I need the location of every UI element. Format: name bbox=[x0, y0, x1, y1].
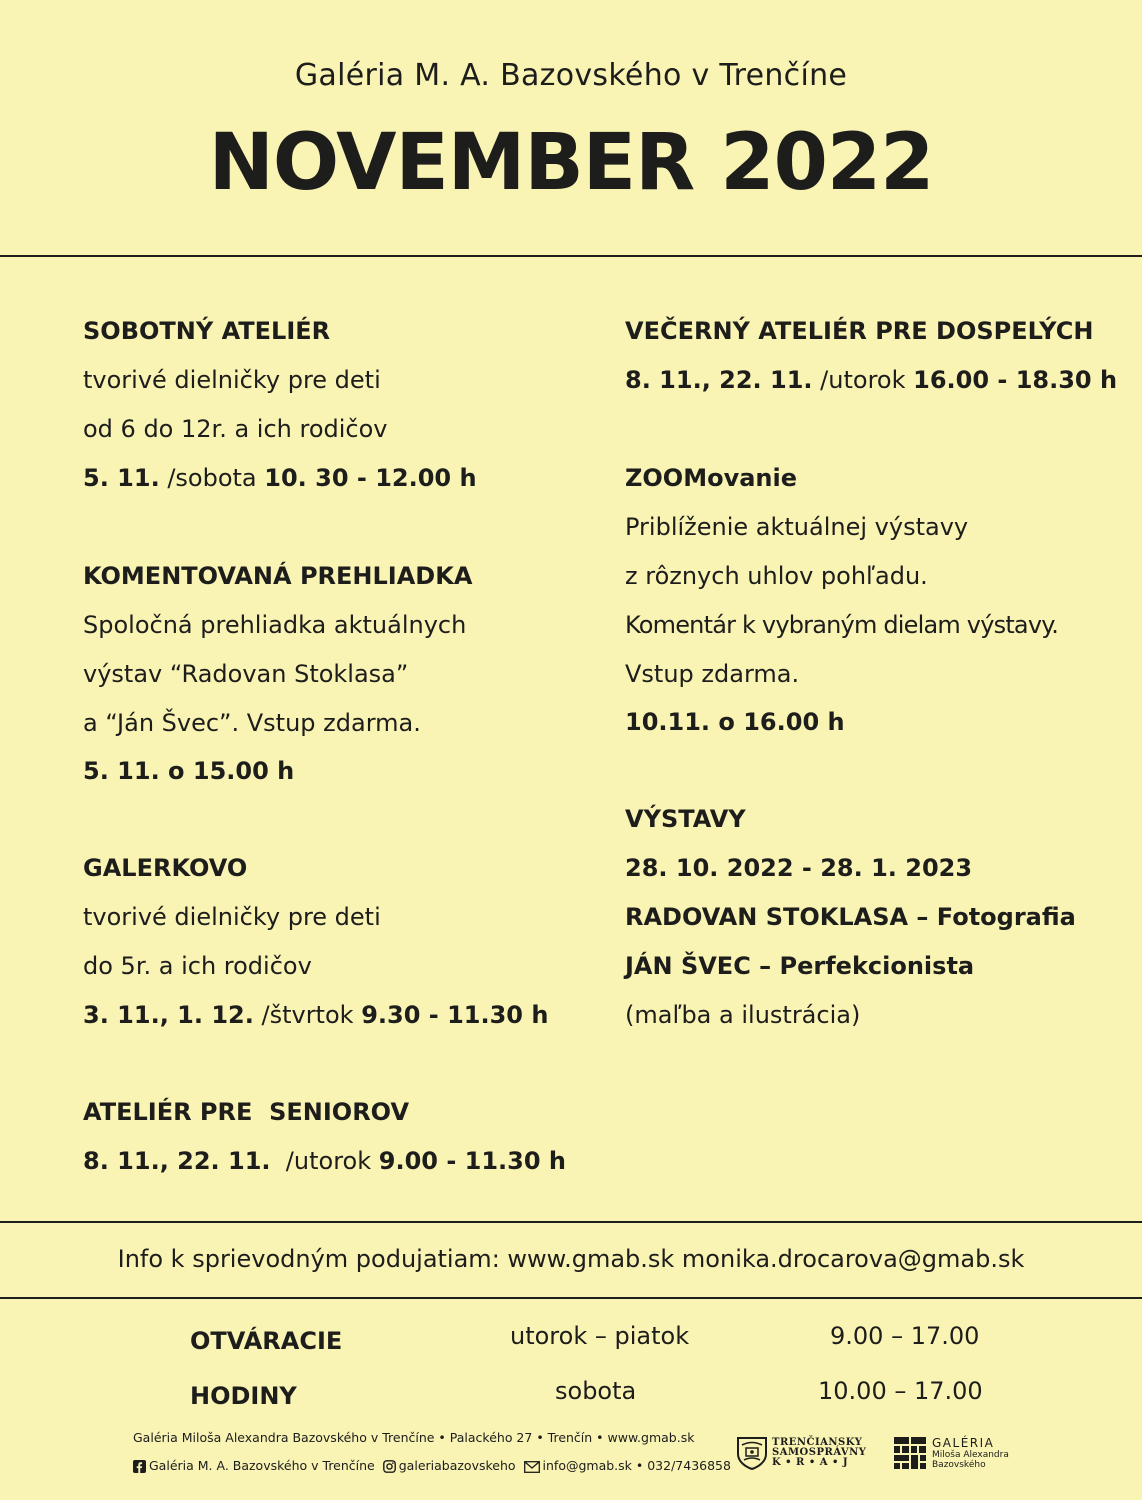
event-schedule bbox=[625, 364, 1117, 396]
event-time: 10. 30 - 12.00 h bbox=[264, 464, 477, 492]
hours-time: 10.00 – 17.00 bbox=[818, 1377, 983, 1405]
event-description: z rôznych uhlov pohľadu. bbox=[625, 562, 928, 590]
info-divider-top bbox=[0, 1221, 1142, 1223]
hours-days: utorok – piatok bbox=[510, 1322, 690, 1350]
info-line: Info k sprievodným podujatiam: www.gmab.sk monika.drocarova@gmab.sk bbox=[117, 1245, 1025, 1273]
event-description: a “Ján Švec”. Vstup zdarma. bbox=[83, 709, 421, 737]
instagram-link[interactable]: galeriabazovskeho bbox=[398, 1458, 516, 1473]
gallery-logo-line: Bazovského bbox=[932, 1460, 986, 1470]
gallery-logo-title: GALÉRIA bbox=[932, 1436, 995, 1450]
event-description: od 6 do 12r. a ich rodičov bbox=[83, 415, 388, 443]
event-schedule bbox=[83, 1145, 566, 1177]
gallery-name: Galéria M. A. Bazovského v Trenčíne bbox=[294, 58, 848, 93]
event-time: 9.30 - 11.30 h bbox=[361, 1001, 549, 1029]
event-datetime: 10.11. o 16.00 h bbox=[625, 708, 845, 736]
event-date: 3. 11., 1. 12. bbox=[83, 1001, 254, 1029]
event-description: Spoločná prehliadka aktuálnych bbox=[83, 611, 467, 639]
exhibition-title: RADOVAN STOKLASA – Fotografia bbox=[625, 903, 1076, 931]
tsk-logo-line: TRENČIANSKY bbox=[772, 1437, 863, 1448]
event-datetime: 5. 11. o 15.00 h bbox=[83, 757, 295, 785]
hours-label: OTVÁRACIE bbox=[190, 1327, 343, 1355]
facebook-icon bbox=[133, 1460, 146, 1476]
hours-label: HODINY bbox=[190, 1382, 297, 1410]
footer-address: Galéria Miloša Alexandra Bazovského v Trenčíne • Palackého 27 • Trenčín • www.gmab.sk bbox=[133, 1430, 695, 1445]
page-title: NOVEMBER 2022 bbox=[208, 118, 934, 208]
exhibition-title: JÁN ŠVEC – Perfekcionista bbox=[625, 952, 975, 980]
gallery-logo bbox=[893, 1436, 1009, 1470]
event-description: výstav “Radovan Stoklasa” bbox=[83, 660, 409, 688]
event-time: 16.00 - 18.30 h bbox=[913, 366, 1118, 394]
header-divider bbox=[0, 255, 1142, 257]
exhibition-dates: 28. 10. 2022 - 28. 1. 2023 bbox=[625, 854, 973, 882]
event-schedule bbox=[83, 999, 548, 1031]
event-day: /štvrtok bbox=[253, 1001, 362, 1029]
section-heading: VÝSTAVY bbox=[625, 805, 746, 833]
event-description: tvorivé dielničky pre deti bbox=[83, 366, 381, 394]
contact-info: info@gmab.sk • 032/7436858 bbox=[542, 1458, 731, 1473]
footer-contacts bbox=[133, 1458, 731, 1476]
event-heading: ZOOMovanie bbox=[625, 464, 798, 492]
gallery-logo-line: Miloša Alexandra bbox=[932, 1450, 1009, 1460]
instagram-icon bbox=[383, 1460, 396, 1476]
facebook-link[interactable]: Galéria M. A. Bazovského v Trenčíne bbox=[149, 1458, 375, 1473]
mail-icon bbox=[524, 1461, 540, 1476]
event-description: do 5r. a ich rodičov bbox=[83, 952, 312, 980]
event-day: /sobota bbox=[159, 464, 265, 492]
tsk-logo-line: SAMOSPRÁVNY bbox=[772, 1447, 867, 1458]
event-schedule bbox=[83, 462, 477, 494]
tsk-coat-of-arms-icon bbox=[736, 1436, 768, 1470]
event-heading: KOMENTOVANÁ PREHLIADKA bbox=[83, 562, 473, 590]
event-description: Vstup zdarma. bbox=[625, 660, 800, 688]
event-heading: ATELIÉR PRE SENIOROV bbox=[83, 1098, 410, 1126]
event-heading: VEČERNÝ ATELIÉR PRE DOSPELÝCH bbox=[625, 317, 1094, 345]
event-day: /utorok bbox=[812, 366, 914, 394]
event-date: 5. 11. bbox=[83, 464, 160, 492]
event-description: tvorivé dielničky pre deti bbox=[83, 903, 381, 931]
tsk-logo-line: K • R • A • J bbox=[772, 1457, 849, 1468]
gmab-monogram-icon bbox=[893, 1436, 927, 1470]
event-day: /utorok bbox=[270, 1147, 379, 1175]
event-heading: GALERKOVO bbox=[83, 854, 248, 882]
exhibition-note: (maľba a ilustrácia) bbox=[625, 1001, 861, 1029]
info-divider-bottom bbox=[0, 1297, 1142, 1299]
event-date: 8. 11., 22. 11. bbox=[625, 366, 813, 394]
event-date: 8. 11., 22. 11. bbox=[83, 1147, 271, 1175]
event-time: 9.00 - 11.30 h bbox=[378, 1147, 566, 1175]
event-heading: SOBOTNÝ ATELIÉR bbox=[83, 317, 331, 345]
event-description: Priblíženie aktuálnej výstavy bbox=[625, 513, 969, 541]
event-description: Komentár k vybraným dielam výstavy. bbox=[625, 611, 1059, 639]
hours-time: 9.00 – 17.00 bbox=[830, 1322, 980, 1350]
hours-days: sobota bbox=[555, 1377, 637, 1405]
tsk-logo bbox=[736, 1436, 866, 1470]
